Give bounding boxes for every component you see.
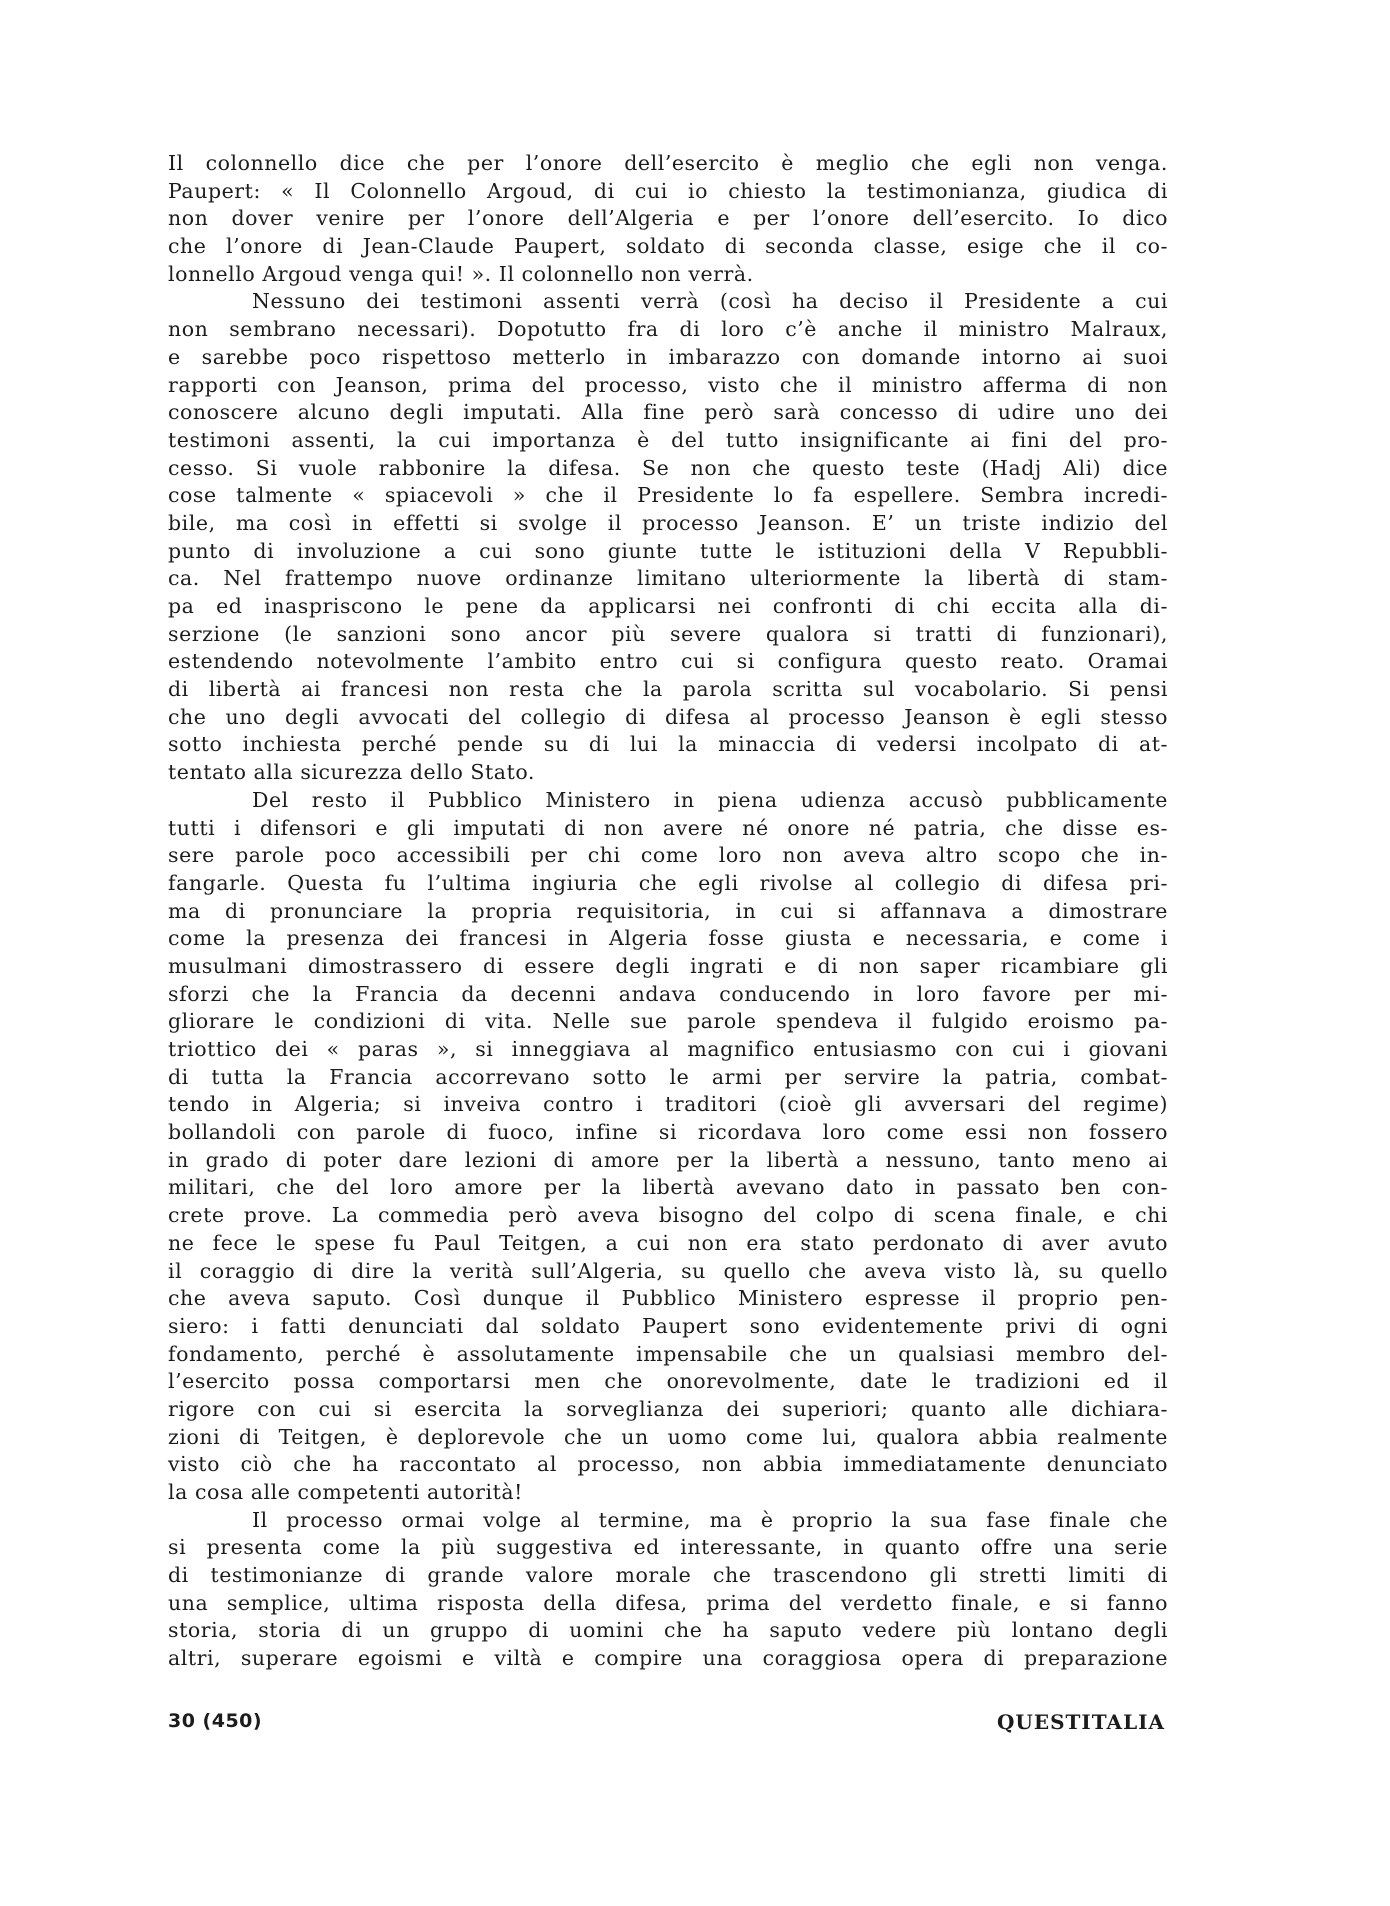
text-line: Il processo ormai volge al termine, ma è proprio la sua fase finale che [252, 1507, 1168, 1532]
text-line: Del resto il Pubblico Ministero in piena udienza accusò pubblicamente [252, 787, 1168, 812]
text-line: conoscere alcuno degli imputati. Alla fine però sarà concesso di udire uno dei [168, 400, 1168, 425]
text-line: militari, che del loro amore per la libertà avevano dato in passato ben con- [168, 1175, 1168, 1200]
text-line: si presenta come la più suggestiva ed interessante, in quanto offre una serie [168, 1535, 1168, 1560]
text-line: rigore con cui si esercita la sorveglianza dei superiori; quanto alle dichiara- [168, 1396, 1168, 1421]
journal-name: QUESTITALIA [996, 1710, 1165, 1734]
text-line: sere parole poco accessibili per chi come loro non aveva altro scopo che in- [168, 843, 1168, 868]
text-line: musulmani dimostrassero di essere degli ingrati e di non saper ricambiare gli [168, 953, 1168, 978]
text-line: ne fece le spese fu Paul Teitgen, a cui non era stato perdonato di aver avuto [168, 1230, 1168, 1255]
text-line: serzione (le sanzioni sono ancor più severe qualora si tratti di funzionari), [168, 621, 1168, 646]
text-line: tentato alla sicurezza dello Stato. [168, 760, 535, 785]
text-line: sotto inchiesta perché pende su di lui la minaccia di vedersi incolpato di at- [168, 732, 1168, 757]
text-line: che aveva saputo. Così dunque il Pubblico Ministero espresse il proprio pen- [168, 1286, 1168, 1311]
text-line: cesso. Si vuole rabbonire la difesa. Se non che questo teste (Hadj Ali) dice [168, 455, 1168, 480]
text-line: visto ciò che ha raccontato al processo, non abbia immediatamente denunciato [168, 1452, 1168, 1477]
text-line: bile, ma così in effetti si svolge il processo Jeanson. E’ un triste indizio del [168, 510, 1168, 535]
text-line: bollandoli con parole di fuoco, infine si ricordava loro come essi non fossero [168, 1120, 1168, 1145]
text-line: fondamento, perché è assolutamente impensabile che un qualsiasi membro del- [168, 1341, 1168, 1366]
text-line: zioni di Teitgen, è deplorevole che un uomo come lui, qualora abbia realmente [168, 1424, 1168, 1449]
text-line: siero: i fatti denunciati dal soldato Paupert sono evidentemente privi di ogni [168, 1313, 1168, 1338]
text-line: l’esercito possa comportarsi men che onorevolmente, date le tradizioni ed il [168, 1369, 1168, 1394]
text-line: gliorare le condizioni di vita. Nelle sue parole spendeva il fulgido eroismo pa- [168, 1009, 1168, 1034]
text-line: sforzi che la Francia da decenni andava conducendo in loro favore per mi- [168, 981, 1168, 1006]
text-line: tutti i difensori e gli imputati di non avere né onore né patria, che disse es- [168, 815, 1168, 840]
text-line: tendo in Algeria; si inveiva contro i traditori (cioè gli avversari del regime) [168, 1092, 1168, 1117]
text-line: che l’onore di Jean-Claude Paupert, soldato di seconda classe, esige che il co- [168, 234, 1168, 259]
text-line: triottico dei « paras », si inneggiava al magnifico entusiasmo con cui i giovani [168, 1037, 1168, 1061]
text-line: punto di involuzione a cui sono giunte tutte le istituzioni della V Repubbli- [168, 538, 1168, 563]
text-line: altri, superare egoismi e viltà e compire una coraggiosa opera di preparazione [168, 1646, 1168, 1671]
text-line: che uno degli avvocati del collegio di difesa al processo Jeanson è egli stesso [168, 704, 1168, 729]
text-line: ca. Nel frattempo nuove ordinanze limitano ulteriormente la libertà di stam- [168, 566, 1168, 591]
text-line: non sembrano necessari). Dopotutto fra di loro c’è anche il ministro Malraux, [168, 317, 1168, 342]
text-line: Nessuno dei testimoni assenti verrà (così ha deciso il Presidente a cui [252, 289, 1168, 314]
text-line: pa ed inaspriscono le pene da applicarsi nei confronti di chi eccita alla di- [168, 594, 1168, 618]
text-line: cose talmente « spiacevoli » che il Presidente lo fa espellere. Sembra incredi- [168, 483, 1168, 508]
text-line: testimoni assenti, la cui importanza è del tutto insignificante ai fini del pro- [168, 427, 1168, 452]
text-line: non dover venire per l’onore dell’Algeria e per l’onore dell’esercito. Io dico [168, 206, 1168, 231]
text-line: estendendo notevolmente l’ambito entro cui si configura questo reato. Oramai [168, 649, 1168, 674]
body-text [168, 150, 1168, 1673]
text-line: di libertà ai francesi non resta che la parola scritta sul vocabolario. Si pensi [168, 677, 1168, 702]
text-line: in grado di poter dare lezioni di amore per la libertà a nessuno, tanto meno ai [168, 1147, 1168, 1172]
text-line: di tutta la Francia accorrevano sotto le armi per servire la patria, combat- [168, 1064, 1168, 1089]
text-line: come la presenza dei francesi in Algeria fosse giusta e necessaria, e come i [168, 926, 1168, 951]
text-line: rapporti con Jeanson, prima del processo, visto che il ministro afferma di non [168, 372, 1168, 397]
text-line: e sarebbe poco rispettoso metterlo in imbarazzo con domande intorno ai suoi [168, 344, 1168, 369]
text-line: crete prove. La commedia però aveva bisogno del colpo di scena finale, e chi [168, 1203, 1168, 1228]
text-line: storia, storia di un gruppo di uomini che ha saputo vedere più lontano degli [168, 1618, 1168, 1643]
text-line: Il colonnello dice che per l’onore dell’esercito è meglio che egli non venga. [168, 151, 1168, 175]
text-line: la cosa alle competenti autorità! [168, 1480, 523, 1504]
text-line: una semplice, ultima risposta della difesa, prima del verdetto finale, e si fanno [168, 1590, 1168, 1615]
text-line: fangarle. Questa fu l’ultima ingiuria che egli rivolse al collegio di difesa pri- [168, 870, 1168, 895]
text-line: Paupert: « Il Colonnello Argoud, di cui io chiesto la testimonianza, giudica di [168, 178, 1168, 203]
page-number: 30 (450) [168, 1710, 263, 1732]
text-line: di testimonianze di grande valore morale che trascendono gli stretti limiti di [168, 1563, 1168, 1588]
text-line: lonnello Argoud venga qui! ». Il colonnello non verrà. [168, 261, 754, 286]
text-line: ma di pronunciare la propria requisitoria, in cui si affannava a dimostrare [168, 898, 1168, 923]
text-line: il coraggio di dire la verità sull’Algeria, su quello che aveva visto là, su quello [168, 1258, 1168, 1283]
